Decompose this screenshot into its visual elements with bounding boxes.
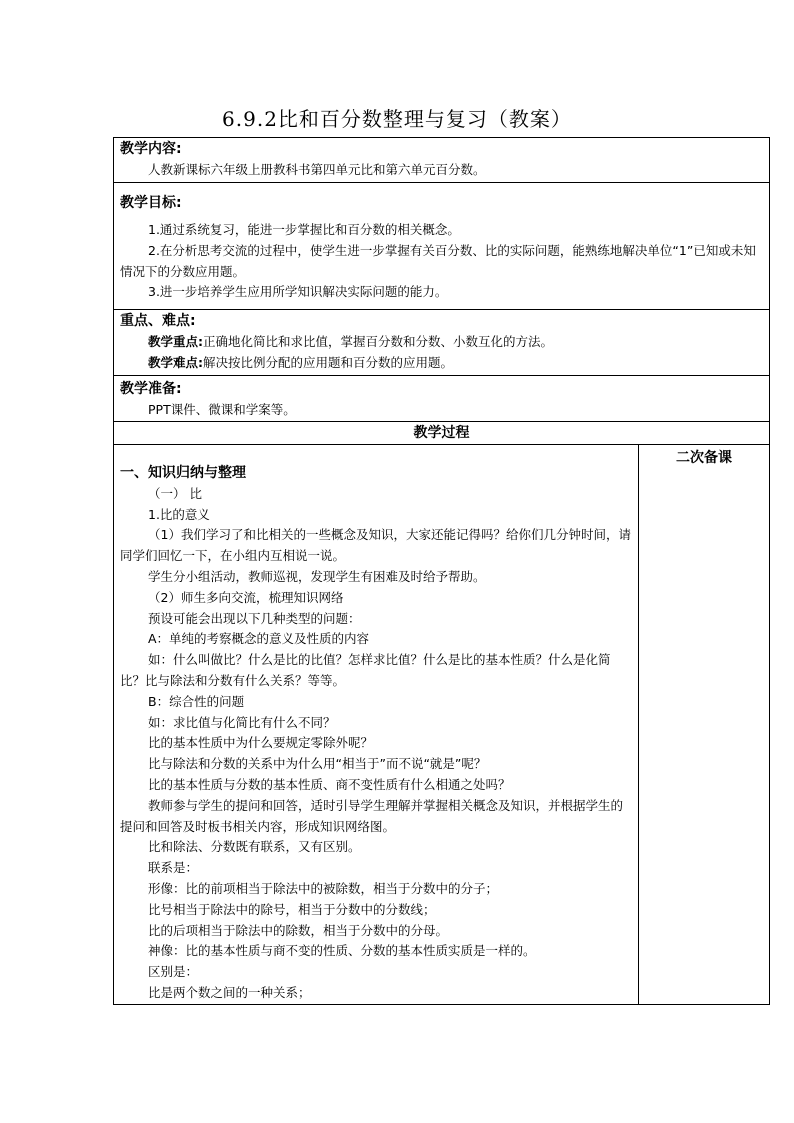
process-line: 形像：比的前项相当于除法中的被除数，相当于分数中的分子； <box>148 880 499 896</box>
process-line: 预设可能会出现以下几种类型的问题： <box>148 610 361 626</box>
lesson-plan-table <box>113 137 770 1005</box>
process-line: 比与除法和分数的关系中为什么用“相当于”而不说“就是”呢？ <box>148 756 487 772</box>
process-heading-row <box>114 421 770 444</box>
process-line: （2）师生多向交流，梳理知识网络 <box>148 589 344 605</box>
focus-label: 教学重点: <box>148 334 203 349</box>
process-body-row <box>114 444 770 1004</box>
process-line: 学生分小组活动，教师巡视，发现学生有困难及时给予帮助。 <box>148 568 486 584</box>
part-1-heading: 一、知识归纳与整理 <box>120 464 246 481</box>
process-line: B：综合性的问题 <box>148 693 245 709</box>
process-line: 比和除法、分数既有联系，又有区别。 <box>148 839 361 855</box>
process-line: 比的基本性质中为什么要规定零除外呢？ <box>148 735 374 751</box>
content-row <box>114 138 770 183</box>
keypoints-row <box>114 310 770 376</box>
preparation-text: PPT课件、微课和学案等。 <box>148 402 296 417</box>
process-line: 比号相当于除法中的除号，相当于分数中的分数线； <box>148 901 436 917</box>
document-title: 6.9.2比和百分数整理与复习（教案） <box>222 107 572 131</box>
second-preparation-heading: 二次备课 <box>676 449 732 466</box>
objective-item-3: 3.进一步培养学生应用所学知识解决实际问题的能力。 <box>148 284 448 300</box>
process-line: 比是两个数之间的一种关系； <box>148 984 311 1000</box>
objectives-row <box>114 183 770 310</box>
difficulty-label: 教学难点: <box>148 354 203 370</box>
preparation-row <box>114 376 770 422</box>
process-line: 区别是： <box>148 964 199 980</box>
process-line: （1）我们学习了和比相关的一些概念及知识，大家还能记得吗？给你们几分钟时间，请同学们回忆一下，在小组内互相说一说。 <box>120 527 631 564</box>
focus-text: 正确地化简比和求比值，掌握百分数和分数、小数互化的方法。 <box>203 334 554 349</box>
process-line: 比的基本性质与分数的基本性质、商不变性质有什么相通之处吗？ <box>148 776 511 792</box>
process-line: 神像：比的基本性质与商不变的性质、分数的基本性质实质是一样的。 <box>148 943 536 959</box>
objective-item-1: 1.通过系统复习，能进一步掌握比和百分数的相关概念。 <box>148 222 460 237</box>
content-heading: 教学内容: <box>120 141 182 157</box>
process-line: A：单纯的考察概念的意义及性质的内容 <box>148 631 370 647</box>
process-lines <box>114 505 638 1004</box>
process-line: 比的后项相当于除法中的除数，相当于分数中的分母。 <box>148 922 449 938</box>
difficulty-text: 解决按比例分配的应用题和百分数的应用题。 <box>203 354 454 370</box>
process-heading: 教学过程 <box>413 424 470 441</box>
process-line: 联系是： <box>148 860 199 876</box>
process-line: 如：什么叫做比？什么是比的比值？怎样求比值？什么是比的基本性质？什么是化简比？比与除法和分数有什么关系？等等。 <box>120 652 611 688</box>
process-line: 1.比的意义 <box>148 506 210 522</box>
preparation-heading: 教学准备: <box>120 381 182 397</box>
process-line: 教师参与学生的提问和回答，适时引导学生理解并掌握相关概念及知识，并根据学生的提问和回答及时板书相关内容，形成知识网络图。 <box>120 797 624 834</box>
objectives-heading: 教学目标: <box>120 195 182 211</box>
content-text: 人教新课标六年级上册教科书第四单元比和第六单元百分数。 <box>148 162 486 177</box>
sub-heading-ratio: （一） 比 <box>148 485 202 501</box>
process-line: 如：求比值与化简比有什么不同？ <box>148 714 336 730</box>
keypoints-heading: 重点、难点: <box>120 313 196 329</box>
objective-item-2: 2.在分析思考交流的过程中，使学生进一步掌握有关百分数、比的实际问题，能熟练地解决单位“1”已知或未知情况下的分数应用题。 <box>120 242 756 279</box>
